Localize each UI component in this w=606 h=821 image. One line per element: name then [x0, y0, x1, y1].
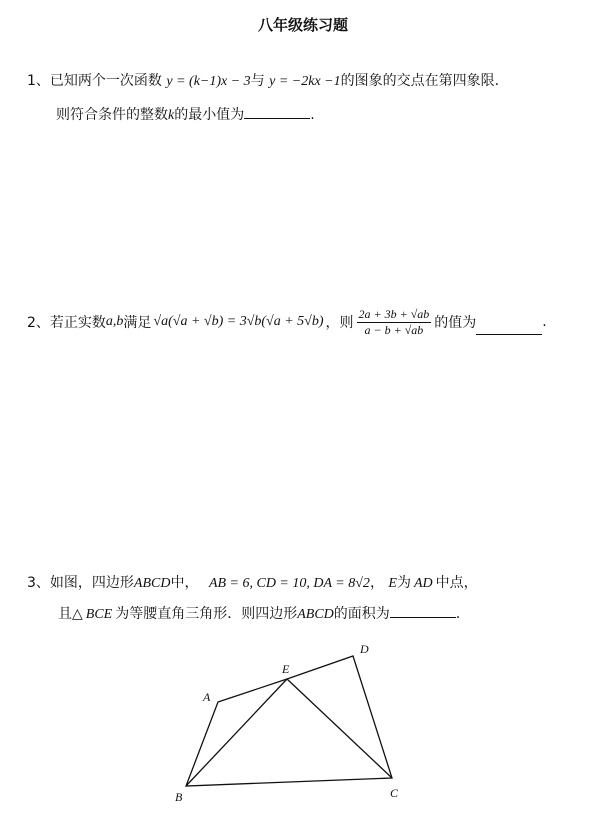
q3-bce: BCE [85, 607, 113, 622]
q3-abcd: ABCD [133, 576, 171, 591]
q3-number: 3、 [27, 575, 50, 591]
q2-text-1: 若正实数 [49, 315, 106, 331]
question-3-line-2 [58, 603, 460, 623]
label-c: C [390, 786, 399, 800]
q3-text-3: 为 [396, 575, 411, 591]
label-a: A [203, 690, 211, 704]
quadrilateral-figure [0, 630, 606, 821]
page-title: 八年级练习题 [257, 16, 348, 34]
q3-text-1: 如图，四边形 [49, 575, 134, 591]
q3-sep: ， [369, 575, 384, 591]
q2-fraction-denominator: a − b + √ab [364, 322, 424, 337]
q3-answer-blank[interactable] [390, 605, 456, 618]
q2-text-2: 满足 [123, 315, 152, 331]
q3-line2-c: 的面积为 [333, 606, 390, 622]
q2-fraction [357, 307, 432, 338]
q2-end: . [542, 314, 547, 330]
q2-comma: ，则 [325, 315, 354, 331]
q1-end: . [310, 107, 315, 123]
question-2 [27, 300, 547, 344]
q2-vars: a,b [105, 314, 124, 329]
question-3-line-1 [27, 572, 478, 592]
label-e: E [282, 662, 290, 676]
q3-e: E [388, 576, 397, 591]
q3-ad: AD [413, 576, 433, 591]
q3-line2-a: 且△ [58, 606, 83, 622]
q2-equation: √a(√a + √b) = 3√b(√a + 5√b) [153, 314, 324, 329]
label-b: B [175, 790, 183, 804]
q1-number: 1、 [27, 73, 50, 89]
q2-answer-blank[interactable] [476, 322, 542, 335]
q1-line2-a: 则符合条件的整数 [56, 107, 168, 123]
label-d: D [360, 642, 369, 656]
q3-abcd-2: ABCD [297, 607, 334, 622]
q1-answer-blank[interactable] [244, 106, 310, 119]
q1-equation-1: y = (k−1)x − 3 [166, 74, 251, 89]
q1-text-1: 已知两个一次函数 [49, 73, 162, 89]
q2-number: 2、 [27, 315, 50, 331]
q3-text-2: 中， [170, 575, 199, 591]
q1-equation-2: y = −2kx −1 [269, 74, 341, 89]
q1-text-3: 的图象的交点在第四象限. [340, 73, 500, 89]
q3-text-4: 中点， [435, 575, 478, 591]
q3-line2-b: 为等腰直角三角形．则四边形 [115, 606, 298, 622]
q1-var-k: k [168, 108, 175, 123]
q3-end: . [455, 606, 461, 622]
q1-line2-b: 的最小值为 [174, 107, 245, 123]
q3-given: AB = 6, CD = 10, DA = 8√2 [208, 576, 370, 591]
question-1-line-2 [56, 104, 315, 124]
question-1-line-1 [27, 70, 499, 90]
segment-be [186, 679, 287, 786]
q1-text-2: 与 [250, 73, 265, 89]
q2-fraction-numerator: 2a + 3b + √ab [358, 306, 430, 321]
q2-text-3: 的值为 [434, 315, 477, 331]
